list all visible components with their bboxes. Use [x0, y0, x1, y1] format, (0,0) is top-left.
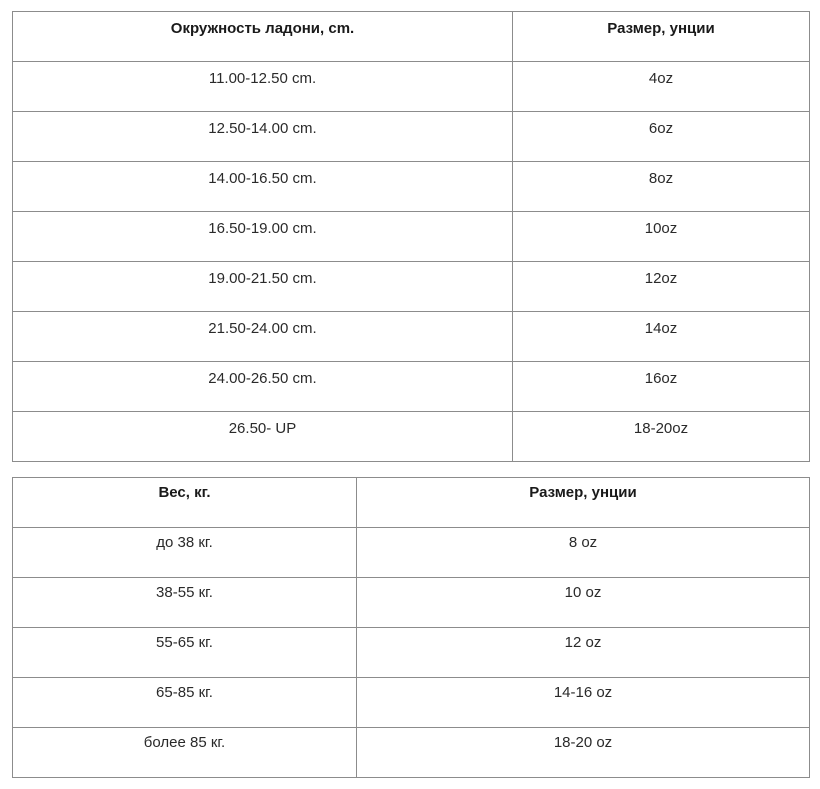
header-label: Окружность ладони, cm. [170, 20, 355, 37]
table-cell [357, 528, 810, 578]
table-cell [513, 162, 810, 212]
table-row [13, 162, 810, 212]
palm-range: 26.50- UP [228, 420, 297, 437]
table-cell [13, 112, 513, 162]
weight-range: 65-85 кг. [156, 684, 213, 701]
column-header-weight [13, 478, 357, 528]
glove-size: 16oz [644, 370, 678, 387]
glove-size: 10 oz [564, 584, 602, 601]
palm-range: 16.50-19.00 cm. [208, 220, 317, 237]
table-row [13, 578, 810, 628]
glove-size: 18-20 oz [553, 734, 613, 751]
glove-size: 8 oz [568, 534, 598, 551]
table-cell [13, 528, 357, 578]
column-header-size-ounces [513, 12, 810, 62]
glove-size: 14oz [644, 320, 678, 337]
weight-range: более 85 кг. [143, 734, 226, 751]
weight-range: 38-55 кг. [156, 584, 213, 601]
table-row [13, 112, 810, 162]
glove-size: 14-16 oz [553, 684, 613, 701]
table-cell [357, 678, 810, 728]
table-cell [13, 262, 513, 312]
table-cell [357, 578, 810, 628]
table-cell [13, 62, 513, 112]
glove-size: 8oz [648, 170, 674, 187]
table-cell [13, 412, 513, 462]
header-label: Размер, унции [607, 20, 715, 37]
table-row [13, 212, 810, 262]
table-row [13, 728, 810, 778]
palm-range: 14.00-16.50 cm. [208, 170, 317, 187]
palm-range: 11.00-12.50 cm. [208, 70, 317, 87]
table-cell [13, 212, 513, 262]
table-header-row [13, 478, 810, 528]
table-cell [513, 412, 810, 462]
table-cell [513, 262, 810, 312]
glove-size: 10oz [644, 220, 678, 237]
table-row [13, 678, 810, 728]
table-cell [513, 112, 810, 162]
glove-size: 18-20oz [633, 420, 689, 437]
palm-size-table [12, 11, 810, 462]
header-label: Размер, унции [529, 484, 637, 501]
table-cell [513, 212, 810, 262]
palm-range: 24.00-26.50 cm. [208, 370, 317, 387]
table-cell [357, 628, 810, 678]
table-row [13, 262, 810, 312]
palm-range: 21.50-24.00 cm. [208, 320, 317, 337]
table-cell [13, 312, 513, 362]
table-row [13, 362, 810, 412]
table-row [13, 62, 810, 112]
palm-range: 19.00-21.50 cm. [208, 270, 317, 287]
table-cell [13, 578, 357, 628]
palm-range: 12.50-14.00 cm. [208, 120, 317, 137]
table-row [13, 312, 810, 362]
weight-range: 55-65 кг. [156, 634, 213, 651]
table-cell [513, 362, 810, 412]
table-row [13, 528, 810, 578]
table-cell [13, 362, 513, 412]
table-cell [13, 628, 357, 678]
glove-size: 4oz [648, 70, 674, 87]
table-cell [13, 678, 357, 728]
table-row [13, 412, 810, 462]
header-label: Вес, кг. [158, 484, 211, 501]
glove-size: 12 oz [564, 634, 602, 651]
table-cell [357, 728, 810, 778]
table-cell [13, 162, 513, 212]
table-cell [513, 312, 810, 362]
table-row [13, 628, 810, 678]
table-cell [513, 62, 810, 112]
glove-size: 12oz [644, 270, 678, 287]
column-header-palm-circumference [13, 12, 513, 62]
table-cell [13, 728, 357, 778]
column-header-size-ounces [357, 478, 810, 528]
weight-range: до 38 кг. [156, 534, 213, 551]
weight-size-table [12, 477, 810, 778]
table-header-row [13, 12, 810, 62]
glove-size: 6oz [648, 120, 674, 137]
